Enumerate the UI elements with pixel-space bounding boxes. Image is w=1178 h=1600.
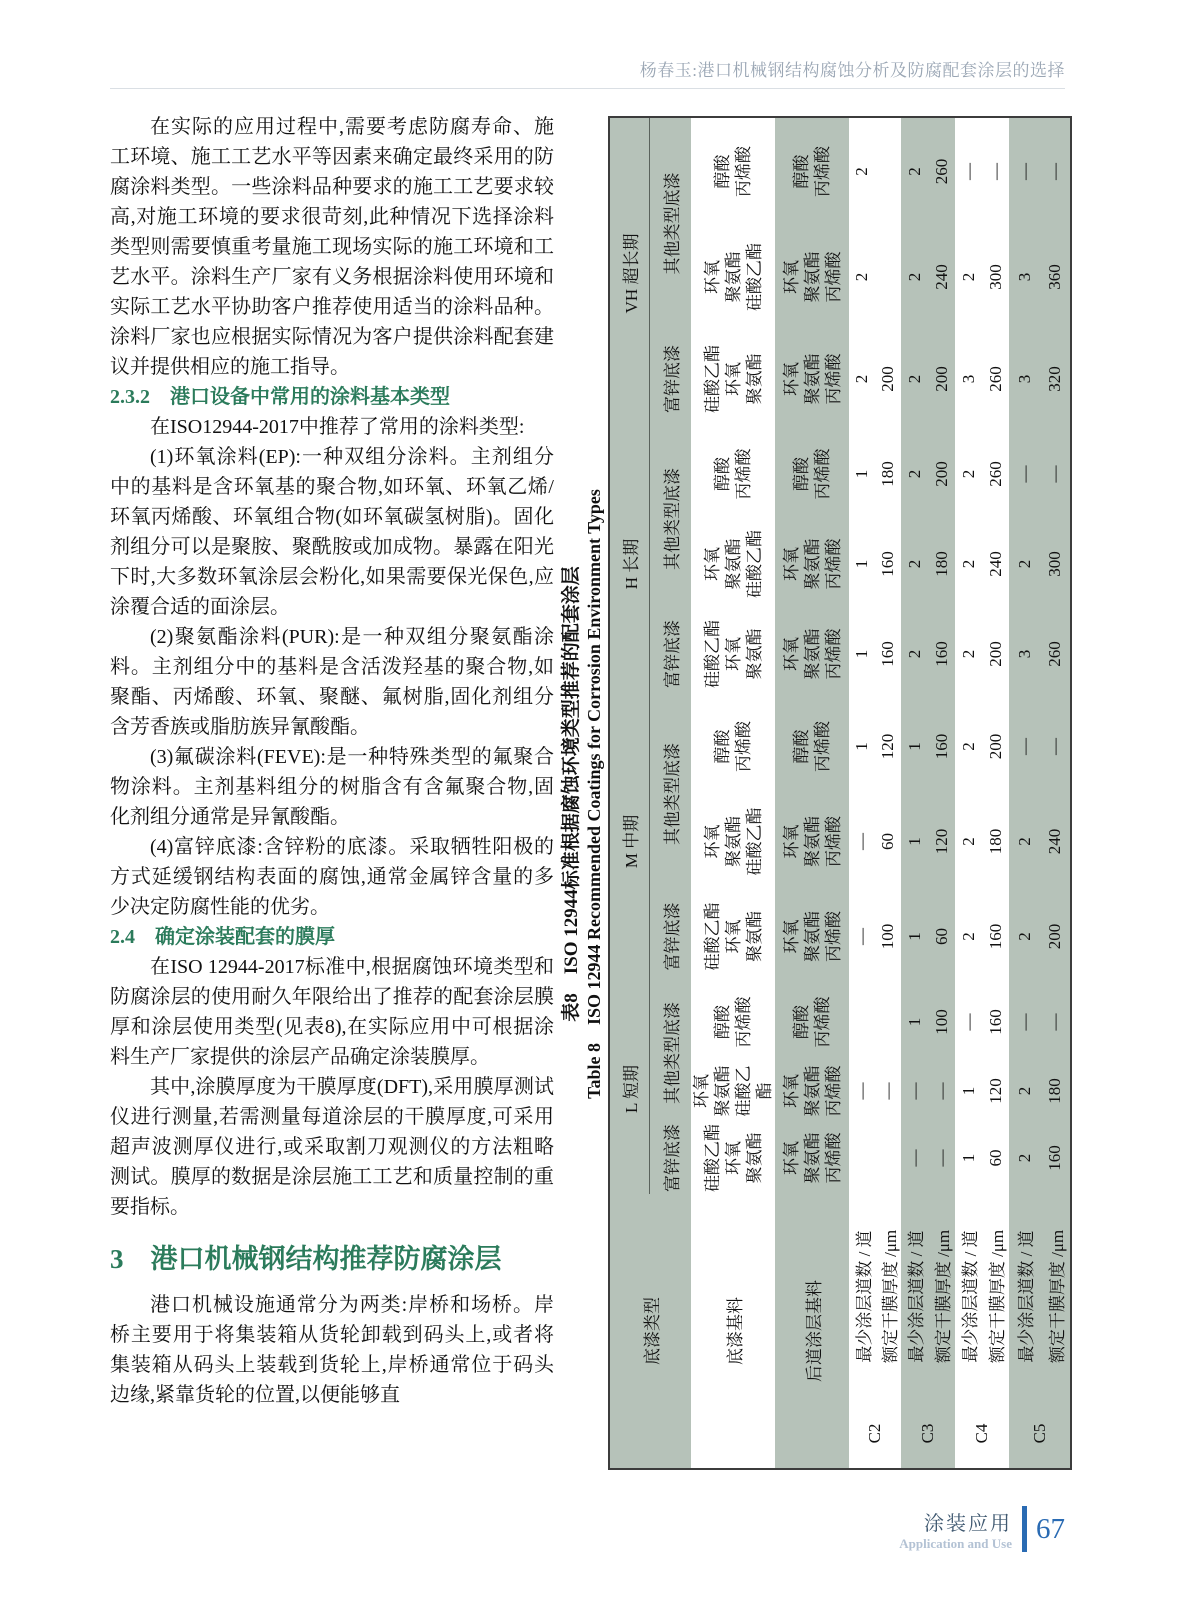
coats-value: 1 bbox=[901, 794, 928, 889]
coats-value: — bbox=[849, 1060, 875, 1122]
coats-value: 1 bbox=[849, 519, 875, 609]
journal-name-en: Application and Use bbox=[899, 1535, 1012, 1551]
header-rule bbox=[110, 88, 1065, 89]
primer-binder-cell: 硅酸乙酯 环氧 聚氨酯 bbox=[691, 1122, 775, 1194]
coats-value: 2 bbox=[955, 429, 982, 519]
section-heading: 2.3.2 港口设备中常用的涂料基本类型 bbox=[110, 386, 450, 408]
coats-value: 1 bbox=[849, 609, 875, 699]
coats-value: 2 bbox=[955, 699, 982, 794]
coats-value: 2 bbox=[1009, 1122, 1040, 1194]
paragraph: (1)环氧涂料(EP):一种双组分涂料。主剂组分中的基料是含环氧基的聚合物,如环氧、环氧乙烯/环氧丙烯酸、环氧组合物(如环氧碳氢树脂)。固化剂组分可以是聚胺、聚酰胺或加成物。暴露在阳光下时,大多数环氧涂层会粉化,如果需要保光保色,应涂覆合适的面涂层。 bbox=[110, 446, 554, 618]
coats-value: 3 bbox=[1009, 225, 1040, 329]
paragraph: (4)富锌底漆:含锌粉的底漆。采取牺牲阳极的方式延缓钢结构表面的腐蚀,通常金属锌含量的多少决定防腐性能的优劣。 bbox=[110, 836, 554, 918]
table8-block bbox=[560, 118, 1067, 1470]
primer-binder-cell: 硅酸乙酯 环氧 聚氨酯 bbox=[691, 329, 775, 429]
coats-row-label: 最少涂层道数 / 道 bbox=[849, 1194, 875, 1399]
dft-value: 100 bbox=[875, 889, 901, 984]
dft-value: 300 bbox=[1040, 519, 1071, 609]
primer-type-header: 富锌底漆 bbox=[649, 1122, 691, 1194]
period-header: L 短期 bbox=[609, 984, 649, 1194]
coats-value: 2 bbox=[955, 225, 982, 329]
dft-value: — bbox=[875, 1060, 901, 1122]
dft-value: 180 bbox=[982, 794, 1009, 889]
primer-type-header: 富锌底漆 bbox=[649, 609, 691, 699]
coats-value: — bbox=[849, 794, 875, 889]
dft-value: 60 bbox=[928, 889, 955, 984]
coats-value: 1 bbox=[849, 699, 875, 794]
dft-value: 160 bbox=[875, 609, 901, 699]
dft-value: 240 bbox=[928, 225, 955, 329]
coats-value: — bbox=[955, 117, 982, 225]
period-header: VH 超长期 bbox=[609, 117, 649, 429]
dft-value: 200 bbox=[1040, 889, 1071, 984]
coats-row-label: 最少涂层道数 / 道 bbox=[1009, 1194, 1040, 1399]
coats-value: 2 bbox=[1009, 794, 1040, 889]
corrosivity-class-label: C3 bbox=[901, 1399, 955, 1469]
dft-value: 160 bbox=[928, 609, 955, 699]
period-header: M 中期 bbox=[609, 699, 649, 984]
coats-value: 2 bbox=[955, 609, 982, 699]
coats-value: 1 bbox=[901, 889, 928, 984]
paragraph: (2)聚氨酯涂料(PUR):是一种双组分聚氨酯涂料。主剂组分中的基料是含活泼羟基的聚合物,如聚酯、丙烯酸、环氧、聚醚、氟树脂,固化剂组分含芳香族或脂肪族异氰酸酯。 bbox=[110, 626, 554, 738]
coats-value: 2 bbox=[955, 889, 982, 984]
dft-value: 240 bbox=[982, 519, 1009, 609]
coats-row-label: 最少涂层道数 / 道 bbox=[955, 1194, 982, 1399]
primer-binder-cell: 硅酸乙酯 环氧 聚氨酯 bbox=[691, 889, 775, 984]
primer-binder-cell: 环氧 聚氨酯 硅酸乙酯 bbox=[691, 225, 775, 329]
footer-accent-bar bbox=[1022, 1506, 1027, 1552]
table8-rotated-container bbox=[560, 118, 1067, 1470]
paragraph: 其中,涂膜厚度为干膜厚度(DFT),采用膜厚测试仪进行测量,若需测量每道涂层的干膜厚度,可采用超声波测厚仪进行,或采取割刀观测仪的方法粗略测试。膜厚的数据是涂层施工工艺和质量控制的重要指标。 bbox=[110, 1076, 554, 1218]
topcoat-binder-cell: 环氧 聚氨酯 丙烯酸 bbox=[775, 329, 849, 429]
journal-name bbox=[899, 1507, 1012, 1552]
paragraph: (3)氟碳涂料(FEVE):是一种特殊类型的氟聚合物涂料。主剂基料组分的树脂含有含氟聚合物,固化剂组分通常是异氰酸酯。 bbox=[110, 746, 554, 828]
topcoat-binder-cell: 环氧 聚氨酯 丙烯酸 bbox=[775, 225, 849, 329]
dft-value: — bbox=[928, 1060, 955, 1122]
topcoat-binder-cell: 环氧 聚氨酯 丙烯酸 bbox=[775, 609, 849, 699]
coats-value: 2 bbox=[901, 519, 928, 609]
dft-value: — bbox=[1040, 429, 1071, 519]
dft-value: 300 bbox=[982, 225, 1009, 329]
dft-row-label: 额定干膜厚度 /μm bbox=[875, 1194, 901, 1399]
dft-value: 120 bbox=[982, 1060, 1009, 1122]
topcoat-binder-cell: 环氧 聚氨酯 丙烯酸 bbox=[775, 794, 849, 889]
coats-value: — bbox=[849, 889, 875, 984]
page-footer bbox=[860, 1506, 1065, 1552]
corrosivity-class-label: C2 bbox=[849, 1399, 901, 1469]
page-number: 67 bbox=[1036, 1512, 1065, 1545]
dft-value: 180 bbox=[928, 519, 955, 609]
topcoat-binder-cell: 醇酸 丙烯酸 bbox=[775, 117, 849, 225]
dft-value: 60 bbox=[982, 1122, 1009, 1194]
running-title: 杨春玉:港口机械钢结构腐蚀分析及防腐配套涂层的选择 bbox=[639, 61, 1065, 80]
dft-value: 100 bbox=[928, 984, 955, 1060]
primer-binder-cell: 醇酸 丙烯酸 bbox=[691, 699, 775, 794]
coats-value: 2 bbox=[901, 329, 928, 429]
dft-value: 160 bbox=[928, 699, 955, 794]
primer-binder-label: 底漆基料 bbox=[691, 1194, 775, 1469]
topcoat-binder-cell: 醇酸 丙烯酸 bbox=[775, 429, 849, 519]
table-title-cn: 表8 ISO 12944标准根据腐蚀环境类型推荐的配套涂层 bbox=[561, 566, 582, 1022]
dft-value: 360 bbox=[1040, 225, 1071, 329]
dft-value: 240 bbox=[1040, 794, 1071, 889]
coats-value: 2 bbox=[849, 117, 875, 225]
dft-value: — bbox=[1040, 984, 1071, 1060]
coats-value bbox=[849, 984, 875, 1060]
coatings-table bbox=[608, 116, 1072, 1470]
dft-row-label: 额定干膜厚度 /μm bbox=[928, 1194, 955, 1399]
table-title-en: Table 8 ISO 12944 Recommended Coatings for Corrosion Environment Types bbox=[584, 489, 604, 1099]
coats-value: 1 bbox=[955, 1060, 982, 1122]
dft-value bbox=[875, 117, 901, 225]
dft-row-label: 额定干膜厚度 /μm bbox=[1040, 1194, 1071, 1399]
corrosivity-class-label: C4 bbox=[955, 1399, 1009, 1469]
dft-value: 60 bbox=[875, 794, 901, 889]
paragraph: 在ISO12944-2017中推荐了常用的涂料类型: bbox=[150, 416, 525, 438]
dft-value: 200 bbox=[875, 329, 901, 429]
dft-value: 260 bbox=[982, 429, 1009, 519]
dft-value bbox=[875, 225, 901, 329]
primer-type-header: 其他类型底漆 bbox=[649, 429, 691, 609]
coats-value: 1 bbox=[955, 1122, 982, 1194]
primer-binder-cell: 醇酸 丙烯酸 bbox=[691, 117, 775, 225]
dft-value: 160 bbox=[982, 889, 1009, 984]
dft-value: 200 bbox=[982, 609, 1009, 699]
dft-value: — bbox=[928, 1122, 955, 1194]
topcoat-binder-cell: 环氧 聚氨酯 丙烯酸 bbox=[775, 889, 849, 984]
topcoat-binder-cell: 醇酸 丙烯酸 bbox=[775, 984, 849, 1060]
paragraph: 在ISO 12944-2017标准中,根据腐蚀环境类型和防腐涂层的使用耐久年限给出了推荐的配套涂层膜厚和涂层使用类型(见表8),在实际应用中可根据涂料生产厂家提供的涂层产品确定涂装膜厚。 bbox=[110, 956, 554, 1068]
primer-type-header: 其他类型底漆 bbox=[649, 984, 691, 1122]
dft-value: 320 bbox=[1040, 329, 1071, 429]
coats-value: 2 bbox=[901, 117, 928, 225]
coats-value: — bbox=[1009, 984, 1040, 1060]
primer-type-header: 其他类型底漆 bbox=[649, 699, 691, 889]
coats-value bbox=[849, 1122, 875, 1194]
dft-value: 260 bbox=[928, 117, 955, 225]
section-heading: 2.4 确定涂装配套的膜厚 bbox=[110, 926, 335, 948]
coats-value: 2 bbox=[901, 609, 928, 699]
coats-value: 2 bbox=[955, 794, 982, 889]
topcoat-binder-label: 后道涂层基料 bbox=[775, 1194, 849, 1469]
dft-value bbox=[875, 984, 901, 1060]
dft-value: 160 bbox=[875, 519, 901, 609]
dft-row-label: 额定干膜厚度 /μm bbox=[982, 1194, 1009, 1399]
journal-name-cn: 涂装应用 bbox=[924, 1512, 1012, 1535]
topcoat-binder-cell: 环氧 聚氨酯 丙烯酸 bbox=[775, 1060, 849, 1122]
primer-type-header: 富锌底漆 bbox=[649, 329, 691, 429]
dft-value: 160 bbox=[982, 984, 1009, 1060]
primer-binder-cell: 环氧 聚氨酯 硅酸乙酯 bbox=[691, 519, 775, 609]
dft-value: 180 bbox=[875, 429, 901, 519]
coats-value: — bbox=[901, 1060, 928, 1122]
coats-value: 1 bbox=[901, 984, 928, 1060]
primer-type-header: 富锌底漆 bbox=[649, 889, 691, 984]
coats-value: 2 bbox=[955, 519, 982, 609]
primer-binder-cell: 醇酸 丙烯酸 bbox=[691, 429, 775, 519]
coats-value: — bbox=[1009, 429, 1040, 519]
dft-value: 200 bbox=[928, 329, 955, 429]
coats-value: 3 bbox=[1009, 609, 1040, 699]
topcoat-binder-cell: 环氧 聚氨酯 丙烯酸 bbox=[775, 519, 849, 609]
dft-value: 120 bbox=[875, 699, 901, 794]
coats-value: — bbox=[955, 984, 982, 1060]
primer-binder-cell: 环氧 聚氨酯 硅酸乙酯 bbox=[691, 794, 775, 889]
dft-value bbox=[875, 1122, 901, 1194]
dft-value: 260 bbox=[982, 329, 1009, 429]
coats-value: 1 bbox=[901, 699, 928, 794]
corner-label: 底漆类型 bbox=[609, 1194, 691, 1469]
coats-value: 2 bbox=[849, 225, 875, 329]
period-header: H 长期 bbox=[609, 429, 649, 699]
dft-value: — bbox=[1040, 117, 1071, 225]
coats-value: 2 bbox=[1009, 889, 1040, 984]
primer-type-header: 其他类型底漆 bbox=[649, 117, 691, 329]
primer-binder-cell: 环氧 聚氨酯 硅酸乙酯 bbox=[691, 1060, 775, 1122]
corrosivity-class-label: C5 bbox=[1009, 1399, 1071, 1469]
dft-value: 160 bbox=[1040, 1122, 1071, 1194]
dft-value: — bbox=[1040, 699, 1071, 794]
article-column bbox=[110, 112, 554, 1410]
primer-binder-cell: 醇酸 丙烯酸 bbox=[691, 984, 775, 1060]
coats-value: 2 bbox=[1009, 1060, 1040, 1122]
paragraph: 在实际的应用过程中,需要考虑防腐寿命、施工环境、施工工艺水平等因素来确定最终采用的防腐涂料类型。一些涂料品种要求的施工工艺要求较高,对施工环境的要求很苛刻,此种情况下选择涂料类型则需要慎重考量施工现场实际的施工环境和工艺水平。涂料生产厂家有义务根据涂料使用环境和实际工艺水平协助客户推荐使用适当的涂料品种。涂料厂家也应根据实际情况为客户提供涂料配套建议并提供相应的施工指导。 bbox=[110, 116, 554, 378]
section-heading: 3 港口机械钢结构推荐防腐涂层 bbox=[110, 1244, 502, 1274]
coats-value: — bbox=[1009, 699, 1040, 794]
coats-value: 2 bbox=[1009, 519, 1040, 609]
dft-value: 180 bbox=[1040, 1060, 1071, 1122]
topcoat-binder-cell: 醇酸 丙烯酸 bbox=[775, 699, 849, 794]
coats-value: — bbox=[901, 1122, 928, 1194]
dft-value: 120 bbox=[928, 794, 955, 889]
dft-value: 200 bbox=[928, 429, 955, 519]
dft-value: 200 bbox=[982, 699, 1009, 794]
paragraph: 港口机械设施通常分为两类:岸桥和场桥。岸桥主要用于将集装箱从货轮卸载到码头上,或者将集装箱从码头上装载到货轮上,岸桥通常位于码头边缘,紧靠货轮的位置,以便能够直 bbox=[110, 1294, 554, 1406]
coats-value: 2 bbox=[901, 429, 928, 519]
coats-row-label: 最少涂层道数 / 道 bbox=[901, 1194, 928, 1399]
coats-value: 3 bbox=[955, 329, 982, 429]
coats-value: 2 bbox=[849, 329, 875, 429]
topcoat-binder-cell: 环氧 聚氨酯 丙烯酸 bbox=[775, 1122, 849, 1194]
coats-value: 3 bbox=[1009, 329, 1040, 429]
dft-value: — bbox=[982, 117, 1009, 225]
dft-value: 260 bbox=[1040, 609, 1071, 699]
coats-value: 1 bbox=[849, 429, 875, 519]
primer-binder-cell: 硅酸乙酯 环氧 聚氨酯 bbox=[691, 609, 775, 699]
coats-value: 2 bbox=[901, 225, 928, 329]
coats-value: — bbox=[1009, 117, 1040, 225]
